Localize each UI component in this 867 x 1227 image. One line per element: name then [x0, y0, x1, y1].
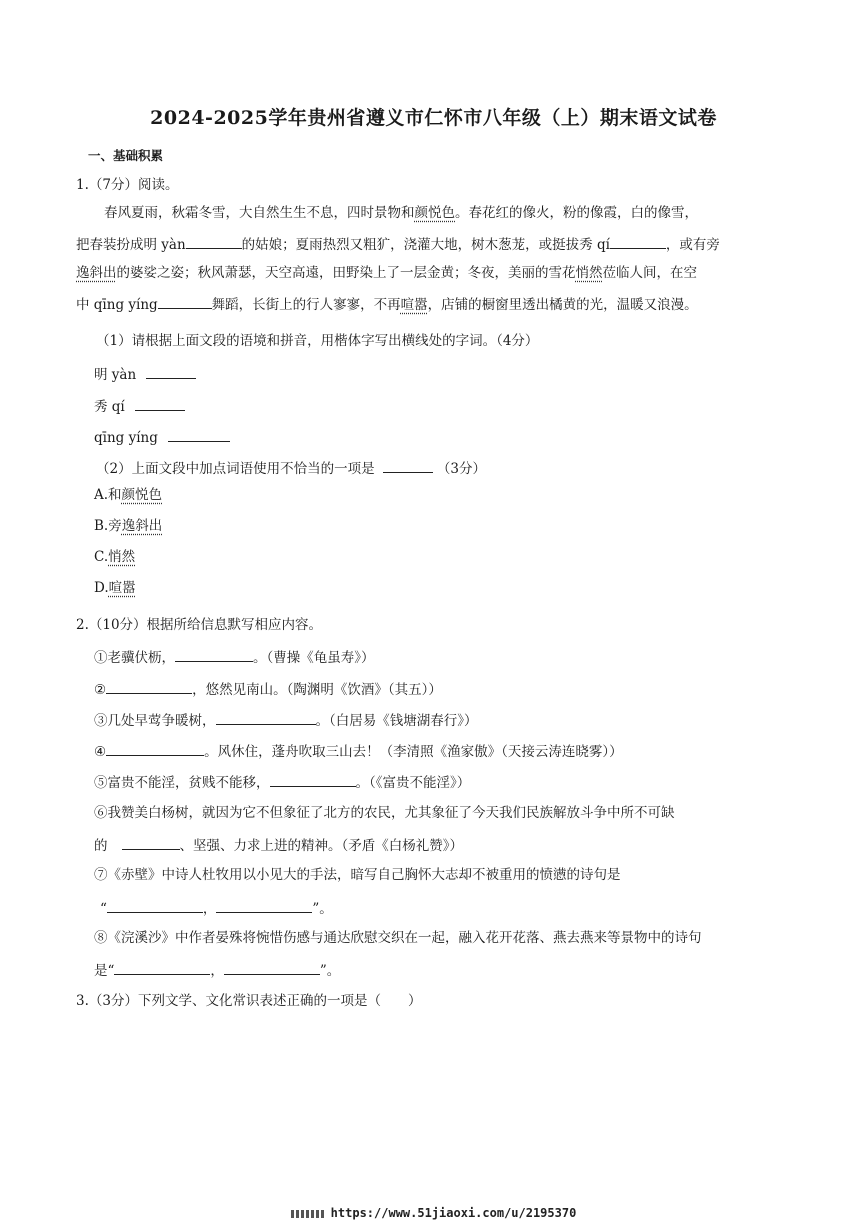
answer-blank: [146, 364, 196, 379]
answer-blank: [216, 898, 312, 913]
option-b: [94, 517, 162, 535]
answer-blank: [106, 741, 204, 756]
passage-text: 中 qīng yíng: [76, 297, 158, 313]
item-text: ，悠然见南山。（陶渊明《饮酒》（其五））: [192, 682, 442, 698]
option-d: [94, 579, 136, 597]
answer-label: 秀 qí: [94, 399, 125, 415]
q2-item-7-line-2: [100, 898, 333, 918]
dotted-word: 喧嚣: [400, 297, 428, 313]
page-title: 2024-2025学年贵州省遵义市仁怀市八年级（上）期末语文试卷: [150, 107, 717, 129]
answer-label: qīng yíng: [94, 430, 158, 446]
passage-text: 舞蹈，长街上的行人寥寥，不再: [211, 297, 401, 313]
option-a: [94, 486, 162, 504]
dotted-word: 悄然: [575, 265, 603, 281]
passage-text: 春风夏雨，秋霜冬雪，大自然生生不息，四时景物和: [104, 205, 415, 221]
q1-passage-line-1: [104, 204, 698, 222]
answer-blank: [610, 234, 666, 249]
q2-item-8-line-2: [94, 960, 340, 980]
answer-line-3: [94, 427, 230, 447]
answer-label: 明 yàn: [94, 367, 137, 383]
q1-passage-line-2: [76, 234, 720, 254]
item-text: ⑤富贵不能淫，贫贱不能移，: [94, 775, 270, 791]
option-label: D.: [94, 580, 109, 596]
answer-blank: [122, 835, 180, 850]
q2-item-5: [94, 772, 470, 792]
answer-blank: [106, 679, 192, 694]
item-text: 的: [94, 838, 108, 854]
answer-blank: [270, 772, 356, 787]
q1-passage-line-4: [76, 294, 698, 314]
q2-item-8-line-1: ⑧《浣溪沙》中作者晏殊将惋惜伤感与通达欣慰交织在一起，融入花开花落、燕去燕来等景物中的诗句: [94, 930, 702, 946]
passage-text: 的姑娘；夏雨热烈又粗犷，浇灌大地，树木葱茏，或挺拔秀 qí: [241, 237, 610, 253]
q1-subquestion-2: [96, 458, 486, 478]
answer-blank: [175, 647, 253, 662]
passage-text: ，店铺的橱窗里透出橘黄的光，温暖又浪漫。: [427, 297, 698, 313]
q2-item-3: [94, 710, 478, 730]
question-2-head: 2.（10分）根据所给信息默写相应内容。: [76, 617, 323, 633]
item-text: ①老骥伏枥，: [94, 650, 175, 666]
item-text: ”。: [319, 963, 341, 979]
site-logo-icon: [291, 1210, 325, 1218]
subquestion-text: （2）上面文段中加点词语使用不恰当的一项是: [96, 461, 375, 477]
answer-blank: [158, 294, 212, 309]
q2-item-2: [94, 679, 442, 699]
footer-url[interactable]: https://www.51jiaoxi.com/u/2195370: [330, 1206, 577, 1220]
passage-text: 莅临人间，在空: [602, 265, 697, 281]
item-text: 。（白居易《钱塘湖春行》）: [315, 713, 478, 729]
q2-item-6-line-1: ⑥我赞美白杨树，就因为它不但象征了北方的农民，尤其象征了今天我们民族解放斗争中所不可缺: [94, 805, 675, 821]
dotted-word: 逸斜出: [76, 265, 117, 281]
item-text: ，: [210, 963, 224, 979]
option-c: [94, 548, 135, 566]
page-footer: [0, 1206, 867, 1220]
item-text: 。风休住，蓬舟吹取三山去！（李清照《渔家傲》（天接云涛连晓雾））: [204, 744, 623, 760]
answer-line-1: [94, 364, 196, 384]
q2-item-7-line-1: ⑦《赤壁》中诗人杜牧用以小见大的手法，暗写自己胸怀大志却不被重用的愤懑的诗句是: [94, 867, 621, 883]
item-text: ”。: [312, 901, 333, 917]
dotted-word: 颜悦色: [414, 205, 455, 221]
item-text: ，: [202, 901, 217, 917]
option-label: B.旁: [94, 518, 122, 534]
answer-blank: [135, 396, 185, 411]
q2-item-6-line-2: [94, 835, 463, 855]
section-heading: 一、基础积累: [88, 148, 164, 163]
answer-blank: [216, 710, 316, 725]
answer-blank: [114, 960, 210, 975]
dotted-word: 颜悦色: [121, 487, 163, 503]
item-text: ③几处早莺争暖树，: [94, 713, 216, 729]
points: （3分）: [436, 461, 486, 477]
q2-item-4: [94, 741, 623, 761]
item-text: 是“: [94, 963, 115, 979]
passage-text: 把春装扮成明 yàn: [76, 237, 186, 253]
answer-blank: [224, 960, 320, 975]
item-text: 。（曹操《龟虽寿》）: [253, 650, 375, 666]
dotted-word: 逸斜出: [121, 518, 163, 534]
dotted-word: 喧嚣: [108, 580, 136, 596]
answer-line-2: [94, 396, 185, 416]
answer-blank: [383, 458, 433, 473]
question-3-head: 3.（3分）下列文学、文化常识表述正确的一项是（ ）: [76, 993, 422, 1009]
item-text: 、坚强、力求上进的精神。（矛盾《白杨礼赞》）: [179, 838, 463, 854]
answer-blank: [186, 234, 242, 249]
answer-blank: [168, 427, 230, 442]
option-label: A.和: [94, 487, 122, 503]
passage-text: ，或有旁: [665, 237, 720, 253]
passage-text: 。春花红的像火，粉的像霞，白的像雪，: [455, 205, 698, 221]
q1-passage-line-3: [76, 264, 697, 282]
item-text: ④: [94, 744, 107, 760]
item-text: “: [100, 901, 107, 917]
item-text: ②: [94, 682, 107, 698]
question-1-head: 1.（7分）阅读。: [76, 177, 179, 193]
q2-item-1: [94, 647, 375, 667]
passage-text: 的婆娑之姿；秋风萧瑟，天空高遠，田野染上了一层金黄；冬夜，美丽的雪花: [116, 265, 576, 281]
dotted-word: 悄然: [108, 549, 136, 565]
option-label: C.: [94, 549, 109, 565]
q1-subquestion-1: （1）请根据上面文段的语境和拼音，用楷体字写出横线处的字词。（4分）: [96, 333, 539, 349]
item-text: 。（《富贵不能淫》）: [355, 775, 471, 791]
answer-blank: [107, 898, 203, 913]
